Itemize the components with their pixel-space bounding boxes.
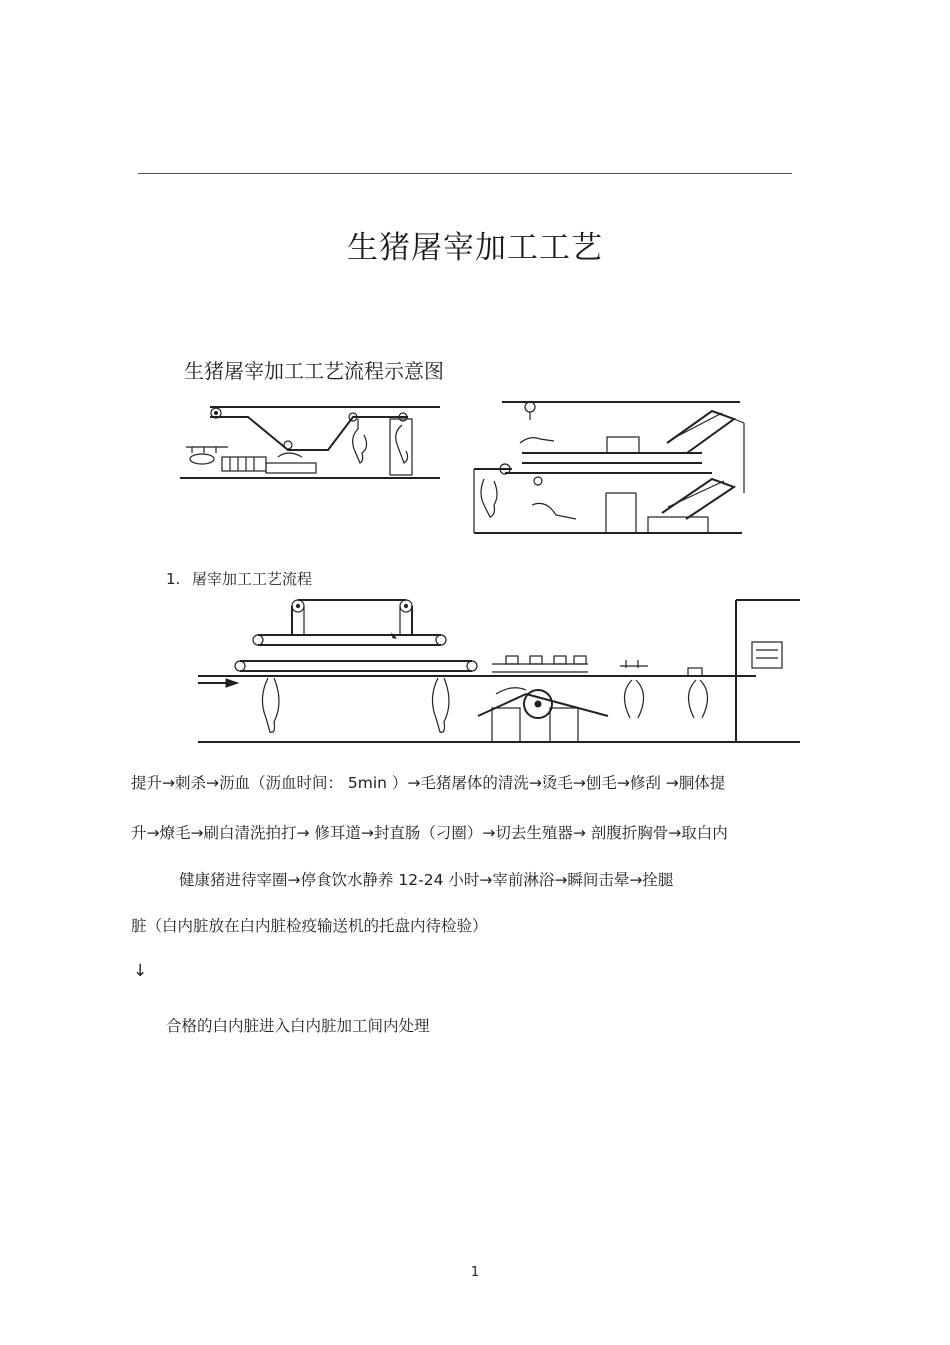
- process-diagram-left: [178, 405, 448, 485]
- section-label: 屠宰加工工艺流程: [192, 570, 313, 588]
- page-number: 1: [470, 1265, 480, 1280]
- process-text-line-1: 提升→刺杀→沥血（沥血时间： 5min ）→毛猪屠体的清洗→烫毛→刨毛→修刮 →胴体提: [131, 774, 726, 792]
- slaughter-line-diagram: [196, 596, 806, 746]
- diagram-caption: 生猪屠宰加工工艺流程示意图: [184, 359, 444, 383]
- process-diagram-right: [472, 395, 752, 535]
- process-text-final: 合格的白内脏进入白内脏加工间内处理: [166, 1017, 430, 1035]
- section-heading: [166, 568, 312, 589]
- process-text-line-2: 升→燎毛→刷白清洗拍打→ 修耳道→封直肠（刁圈）→切去生殖器→ 剖腹折胸骨→取白内: [131, 824, 728, 842]
- document-title: 生猪屠宰加工工艺: [347, 230, 603, 266]
- down-arrow-icon: ↓: [133, 961, 148, 981]
- process-text-line-4: 脏（白内脏放在白内脏检疫输送机的托盘内待检验）: [131, 917, 488, 935]
- header-rule: [138, 173, 792, 174]
- process-text-line-3: 健康猪进待宰圈→停食饮水静养 12-24 小时→宰前淋浴→瞬间击晕→拴腿: [179, 871, 674, 889]
- section-number: 1.: [166, 570, 181, 588]
